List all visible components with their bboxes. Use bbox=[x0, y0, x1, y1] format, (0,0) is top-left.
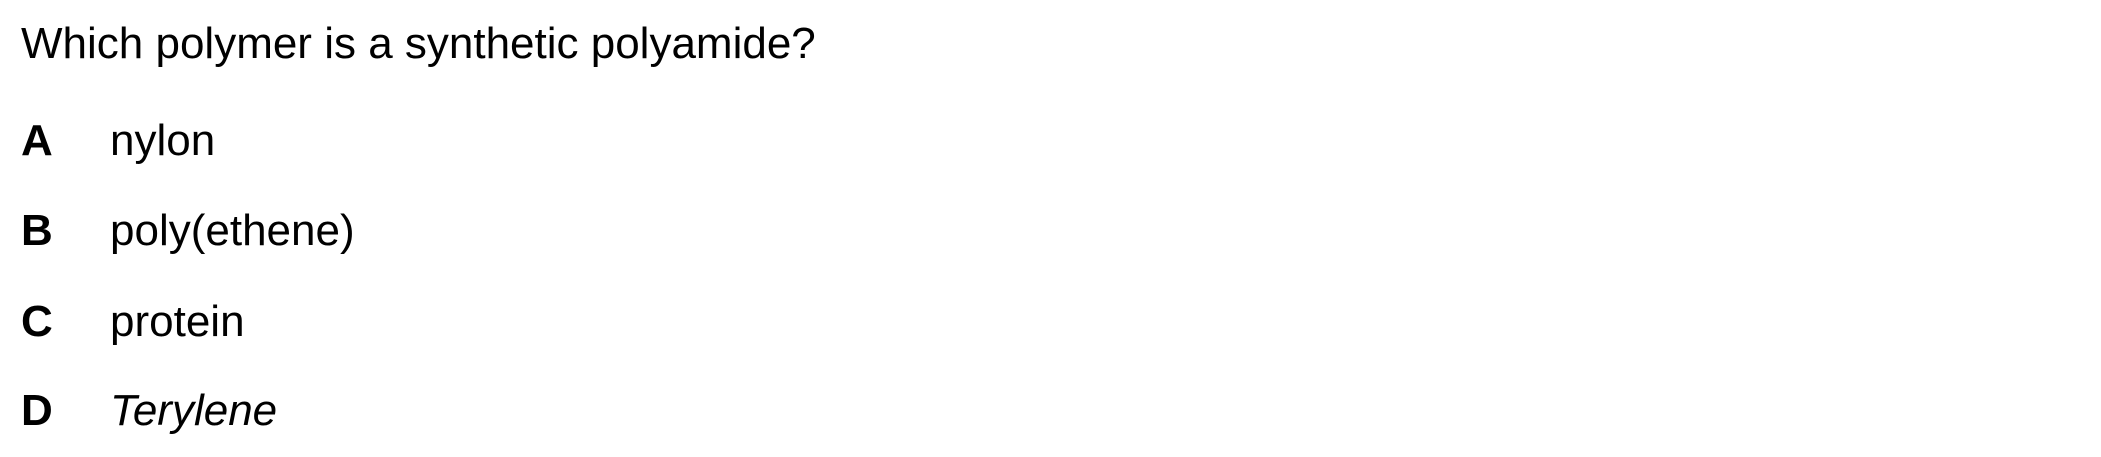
option-letter: C bbox=[21, 297, 53, 346]
option-text: poly(ethene) bbox=[110, 206, 355, 255]
option-letter: B bbox=[21, 206, 53, 255]
question-text: Which polymer is a synthetic polyamide? bbox=[21, 19, 816, 68]
option-text: Terylene bbox=[110, 386, 278, 435]
option-letter: D bbox=[21, 386, 53, 435]
option-letter: A bbox=[21, 116, 53, 165]
option-text: protein bbox=[110, 297, 245, 346]
option-text: nylon bbox=[110, 116, 216, 165]
